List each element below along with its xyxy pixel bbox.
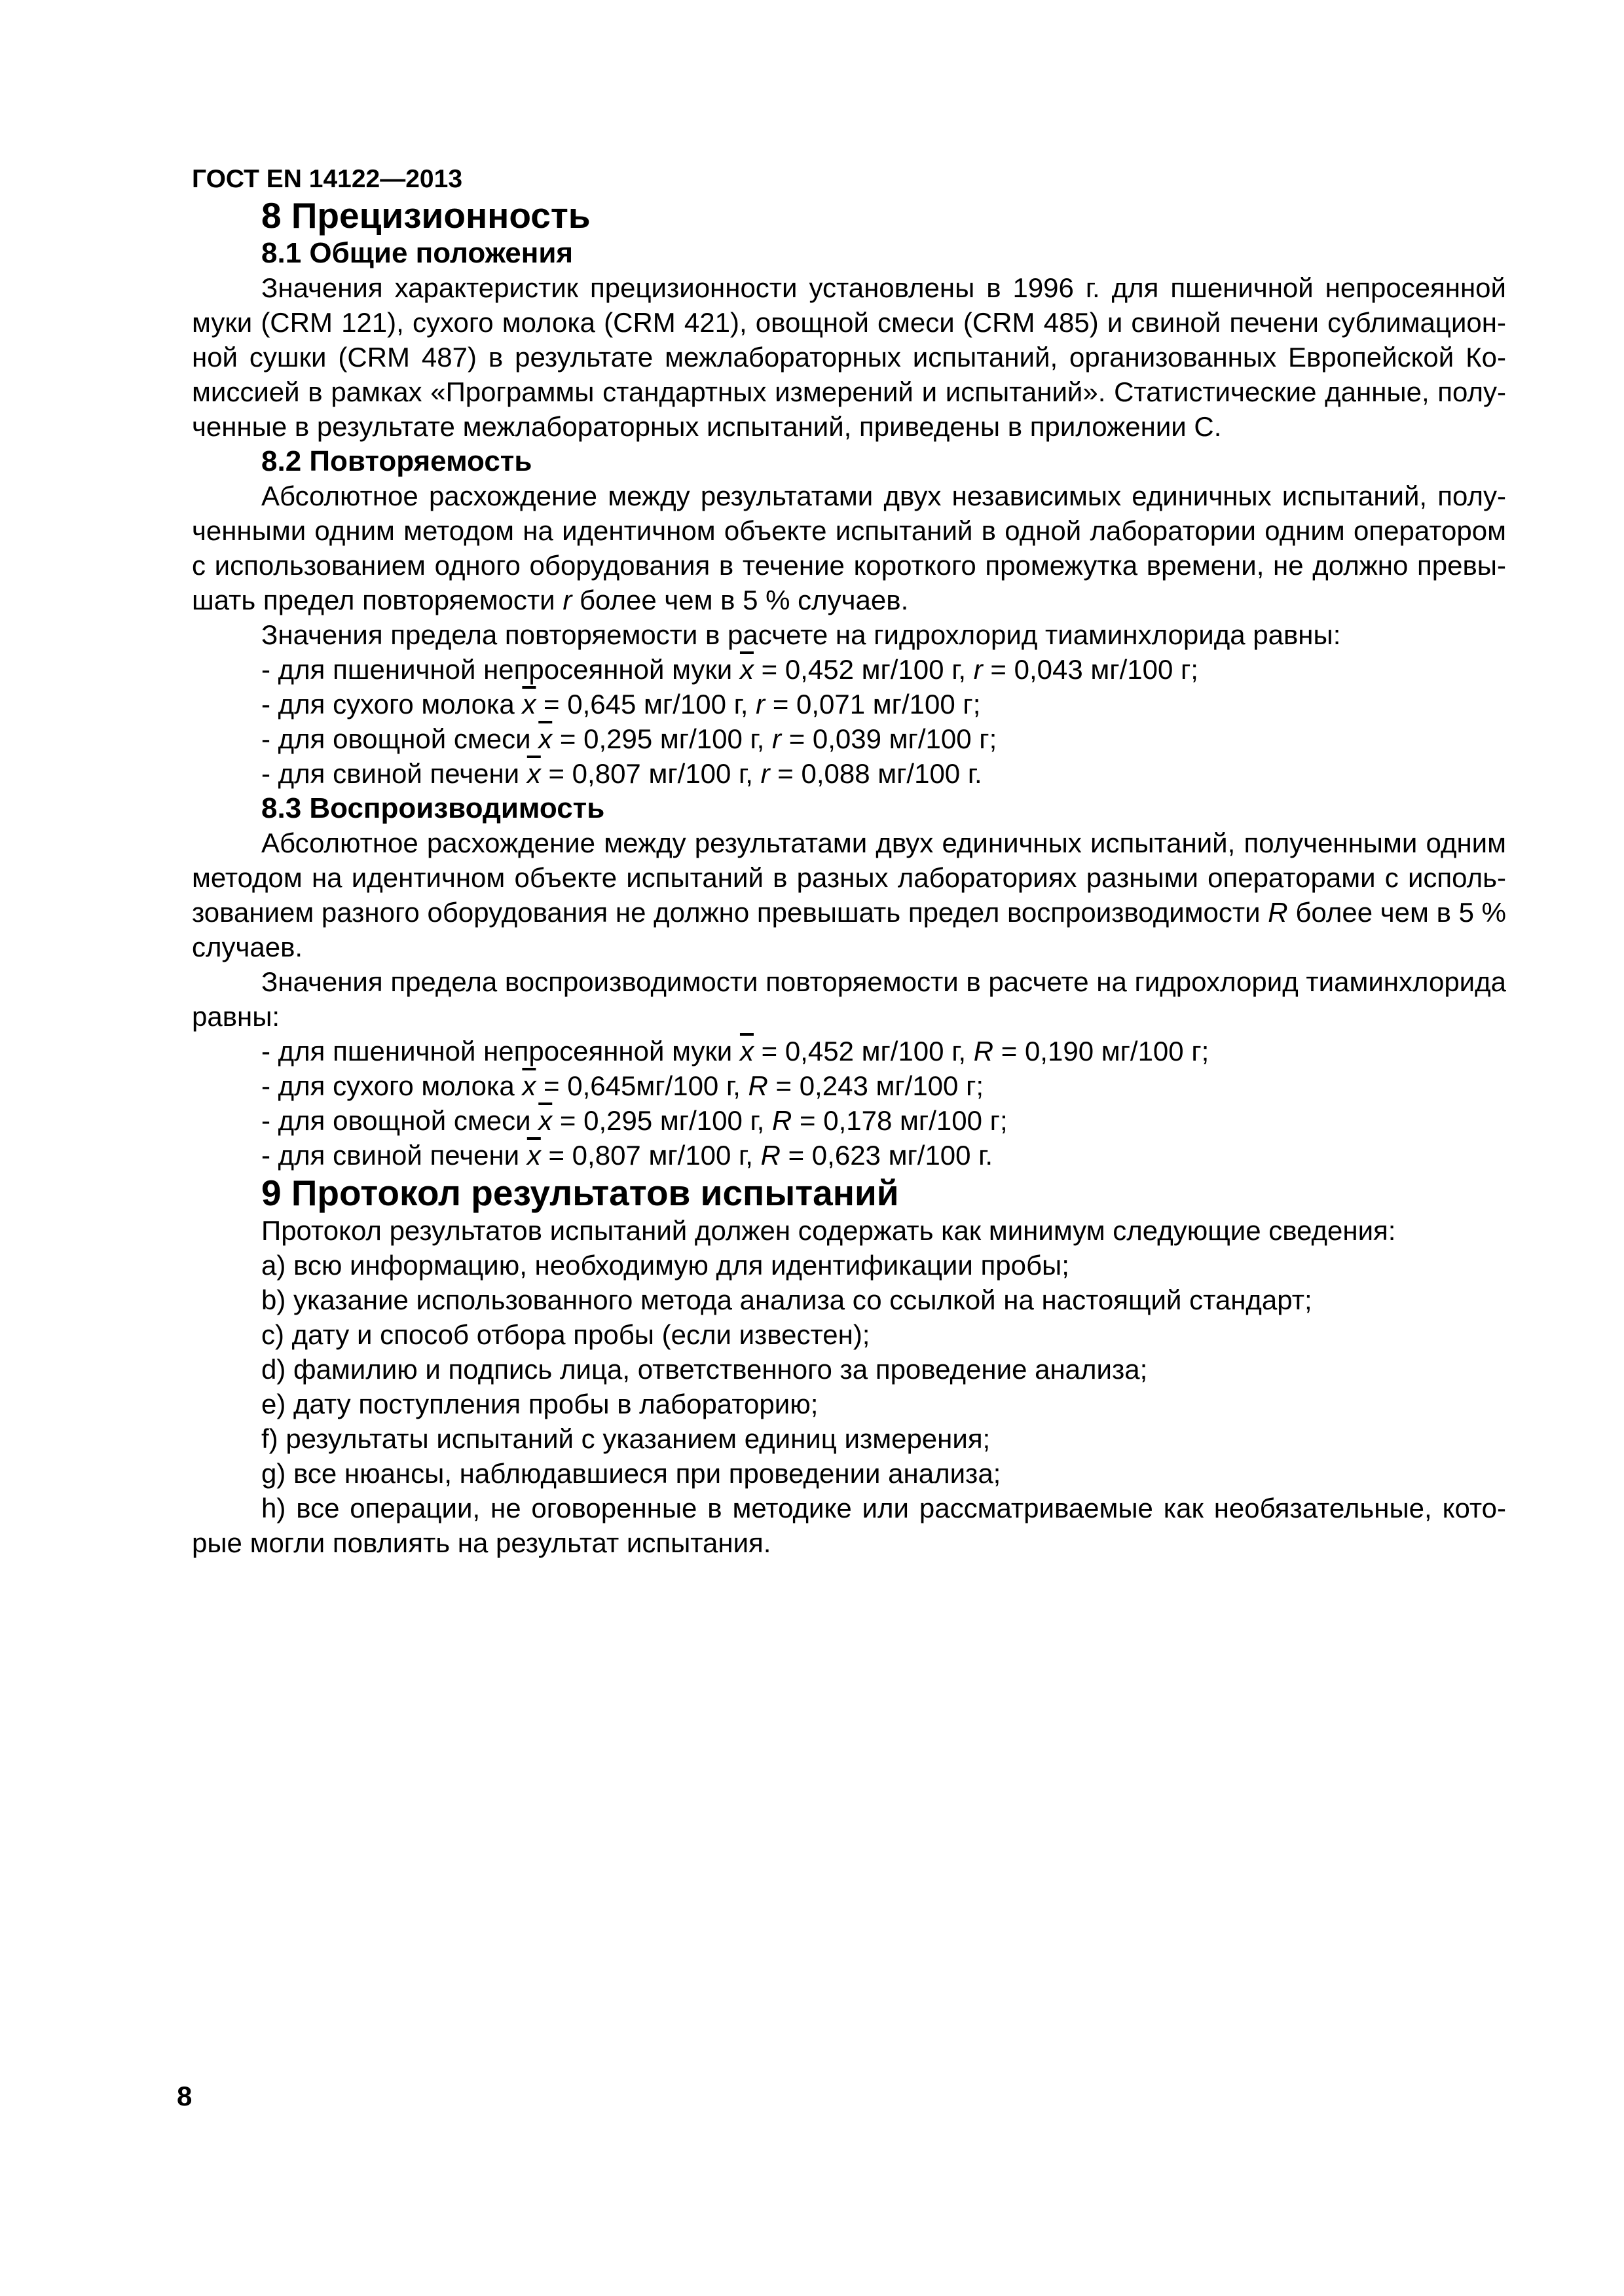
product-label: - для сухого молока [261, 1070, 523, 1101]
protocol-item-e: e) дату поступления пробы в лабораторию; [261, 1389, 819, 1419]
xbar-symbol: $\overline{x}$ [538, 1105, 553, 1136]
product-label: - для пшеничной непросеянной муки [261, 1036, 740, 1066]
R-symbol: R [772, 1105, 792, 1136]
repeatability-item [192, 756, 1506, 791]
reproducibility-item [192, 1138, 1506, 1173]
protocol-item-c: c) дату и способ отбора пробы (если известен); [261, 1319, 870, 1350]
r-symbol: r [756, 689, 766, 720]
protocol-item-b: b) указание использованного метода анализа со ссылкой на настоящий стандарт; [261, 1285, 1312, 1315]
section-8-2-paragraph [192, 479, 1506, 617]
mean-value: = 0,295 мг/100 г, [552, 723, 773, 754]
mean-value: = 0,295 мг/100 г, [552, 1105, 773, 1136]
limit-value: = 0,243 мг/100 г; [767, 1070, 984, 1101]
protocol-item-d: d) фамилию и подпись лица, ответственного за проведение анализа; [261, 1354, 1148, 1385]
repeatability-intro: Значения предела повторяемости в расчете на гидрохлорид тиаминхлорида равны: [261, 619, 1341, 650]
r-symbol: r [772, 723, 782, 754]
repeatability-item [192, 687, 1506, 721]
xbar-symbol: $\overline{x}$ [538, 723, 553, 754]
xbar-symbol: $\overline{x}$ [526, 758, 541, 789]
mean-value: = 0,807 мг/100 г, [540, 1140, 761, 1171]
page-number: 8 [177, 2081, 193, 2111]
paragraph-text: Абсолютное расхождение между результатами двух единичных испытаний, полученными одним методом на идентичном объекте испытаний в разных лабораториях разными операторами с использованием разного оборудования не должно превышать предел воспроизводимости [192, 828, 1506, 928]
product-label: - для овощной смеси [261, 1105, 539, 1136]
section-9-title: 9 Протокол результатов испытаний [261, 1173, 899, 1213]
product-label: - для свиной печени [261, 758, 527, 789]
mean-value: = 0,452 мг/100 г, [753, 1036, 974, 1066]
R-symbol: R [748, 1070, 768, 1101]
limit-value: = 0,088 мг/100 г. [769, 758, 982, 789]
mean-value: = 0,645мг/100 г, [536, 1070, 748, 1101]
paragraph-text: Абсолютное расхождение между результатами двух независимых единичных испытаний, полученными одним методом на идентичном объекте испытаний в одной лаборатории одним оператором с использованием одного оборудования в течение короткого промежутка времени, не должно превышать предел повторяемости [192, 481, 1506, 615]
reproducibility-item [192, 1068, 1506, 1103]
r-symbol: r [760, 758, 770, 789]
section-8-3-paragraph [192, 826, 1506, 964]
reproducibility-item [192, 1034, 1506, 1068]
xbar-symbol: $\overline{x}$ [522, 689, 536, 720]
mean-value: = 0,807 мг/100 г, [540, 758, 761, 789]
r-symbol: r [973, 654, 983, 685]
protocol-item-h: h) все операции, не оговоренные в методике или рассматриваемые как необязательные, которые могли повлиять на результат испытания. [192, 1493, 1506, 1558]
paragraph-text: более чем в 5 % случаев. [192, 897, 1506, 962]
protocol-item-f: f) результаты испытаний с указанием единиц измерения; [261, 1423, 991, 1454]
limit-value: = 0,190 мг/100 г; [993, 1036, 1209, 1066]
mean-value: = 0,645 мг/100 г, [536, 689, 756, 720]
limit-value: = 0,071 мг/100 г; [765, 689, 981, 720]
section-8-1-title: 8.1 Общие положения [261, 237, 574, 269]
limit-value: = 0,039 мг/100 г; [781, 723, 997, 754]
xbar-symbol: $\overline{x}$ [526, 1140, 541, 1171]
repeatability-item [192, 721, 1506, 756]
section-8-2-title: 8.2 Повторяемость [261, 445, 532, 477]
text-column [192, 164, 1506, 1560]
xbar-symbol: $\overline{x}$ [522, 1070, 536, 1101]
mean-value: = 0,452 мг/100 г, [753, 654, 974, 685]
section-8-3-title: 8.3 Воспроизводимость [261, 792, 605, 824]
protocol-intro: Протокол результатов испытаний должен содержать как минимум следующие сведения: [261, 1215, 1396, 1246]
R-symbol: R [1268, 897, 1288, 928]
document-number-header: ГОСТ EN 14122—2013 [192, 165, 463, 193]
reproducibility-intro: Значения предела воспроизводимости повторяемости в расчете на гидрохлорид тиаминхлорида равны: [192, 966, 1506, 1032]
limit-value: = 0,043 мг/100 г; [982, 654, 1198, 685]
protocol-item-g: g) все нюансы, наблюдавшиеся при проведении анализа; [261, 1458, 1001, 1489]
reproducibility-item [192, 1103, 1506, 1138]
xbar-symbol: $\overline{x}$ [739, 654, 754, 685]
product-label: - для пшеничной непросеянной муки [261, 654, 740, 685]
product-label: - для свиной печени [261, 1140, 527, 1171]
protocol-item-a: a) всю информацию, необходимую для идентификации пробы; [261, 1250, 1069, 1281]
limit-value: = 0,623 мг/100 г. [780, 1140, 993, 1171]
R-symbol: R [760, 1140, 781, 1171]
section-8-1-paragraph: Значения характеристик прецизионности установлены в 1996 г. для пшеничной непросеянной муки (CRM 121), сухого молока (CRM 421), овощной смеси (CRM 485) и свиной печени сублимационной сушки (CRM 487) в результате межлабораторных испытаний, организованных Европейской Комиссией в рамках «Программы стандартных измерений и испытаний». Статистические данные, полученные в результате межлабораторных испытаний, приведены в приложении C. [192, 272, 1506, 442]
paragraph-text: более чем в 5 % случаев. [572, 585, 909, 615]
xbar-symbol: $\overline{x}$ [739, 1036, 754, 1066]
product-label: - для овощной смеси [261, 723, 539, 754]
r-symbol: r [563, 585, 572, 615]
limit-value: = 0,178 мг/100 г; [792, 1105, 1008, 1136]
R-symbol: R [973, 1036, 994, 1066]
product-label: - для сухого молока [261, 689, 523, 720]
repeatability-item [192, 652, 1506, 687]
section-8-title: 8 Прецизионность [261, 195, 591, 236]
